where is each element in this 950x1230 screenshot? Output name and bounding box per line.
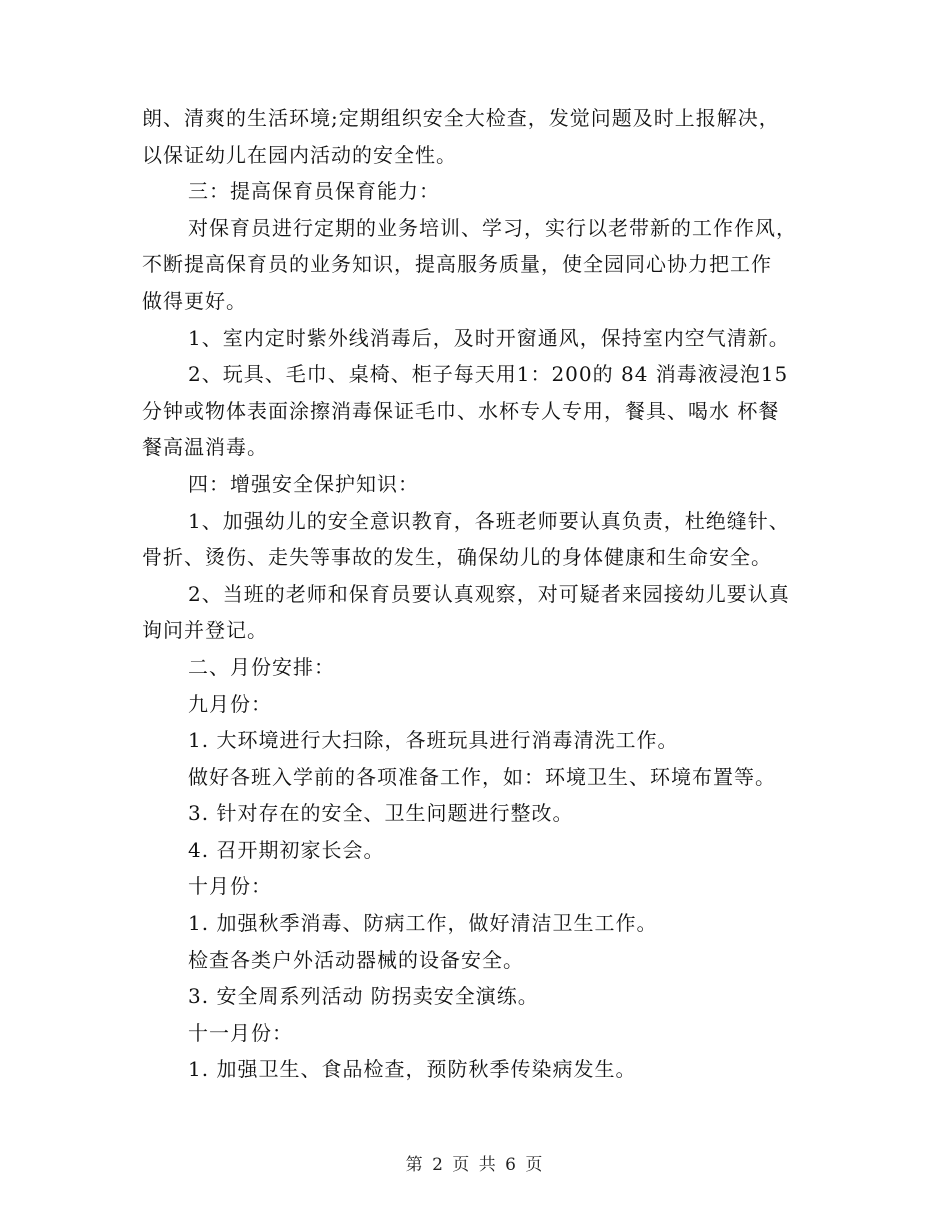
text-line: 九月份： bbox=[188, 691, 272, 716]
text-line: 对保育员进行定期的业务培训、学习，实行以老带新的工作作风， bbox=[188, 215, 797, 240]
text-line: 1. 大环境进行大扫除，各班玩具进行消毒清洗工作。 bbox=[188, 728, 679, 753]
text-line: 以保证幼儿在园内活动的安全性。 bbox=[142, 142, 457, 167]
text-line: 4. 召开期初家长会。 bbox=[188, 837, 385, 862]
text-line: 不断提高保育员的业务知识，提高服务质量，使全园同心协力把工作 bbox=[142, 252, 772, 277]
text-line: 四：增强安全保护知识： bbox=[188, 471, 419, 496]
text-line: 1. 加强秋季消毒、防病工作，做好清洁卫生工作。 bbox=[188, 911, 658, 936]
text-line: 十月份： bbox=[188, 874, 272, 899]
page-number-footer: 第 2 页 共 6 页 bbox=[405, 1155, 545, 1175]
text-line: 三：提高保育员保育能力： bbox=[188, 179, 440, 204]
text-line: 1. 加强卫生、食品检查，预防秋季传染病发生。 bbox=[188, 1057, 637, 1082]
document-body bbox=[142, 100, 814, 1088]
text-line: 2、当班的老师和保育员要认真观察，对可疑者来园接幼儿要认真 bbox=[188, 581, 790, 606]
text-line: 询问并登记。 bbox=[142, 618, 268, 643]
text-line: 3. 针对存在的安全、卫生问题进行整改。 bbox=[188, 801, 574, 826]
text-line: 朗、清爽的生活环境;定期组织安全大检查，发觉问题及时上报解决， bbox=[142, 106, 780, 130]
text-line: 1、加强幼儿的安全意识教育，各班老师要认真负责，杜绝缝针、 bbox=[188, 508, 790, 533]
text-line: 分钟或物体表面涂擦消毒保证毛巾、水杯专人专用，餐具、喝水 杯餐 bbox=[142, 398, 780, 423]
text-line: 检查各类户外活动器械的设备安全。 bbox=[188, 947, 524, 972]
text-line: 2、玩具、毛巾、桌椅、柜子每天用1：200的 84 消毒液浸泡15 bbox=[188, 362, 789, 387]
text-line: 二、月份安排： bbox=[188, 654, 335, 679]
text-line: 骨折、烫伤、走失等事故的发生，确保幼儿的身体健康和生命安全。 bbox=[142, 545, 772, 570]
text-line: 餐高温消毒。 bbox=[142, 435, 268, 460]
text-line: 3. 安全周系列活动 防拐卖安全演练。 bbox=[188, 984, 539, 1009]
text-line: 做好各班入学前的各项准备工作，如：环境卫生、环境布置等。 bbox=[188, 764, 776, 789]
text-line: 做得更好。 bbox=[142, 288, 247, 313]
text-line: 十一月份： bbox=[188, 1020, 293, 1045]
text-line: 1、室内定时紫外线消毒后，及时开窗通风，保持室内空气清新。 bbox=[188, 325, 790, 350]
